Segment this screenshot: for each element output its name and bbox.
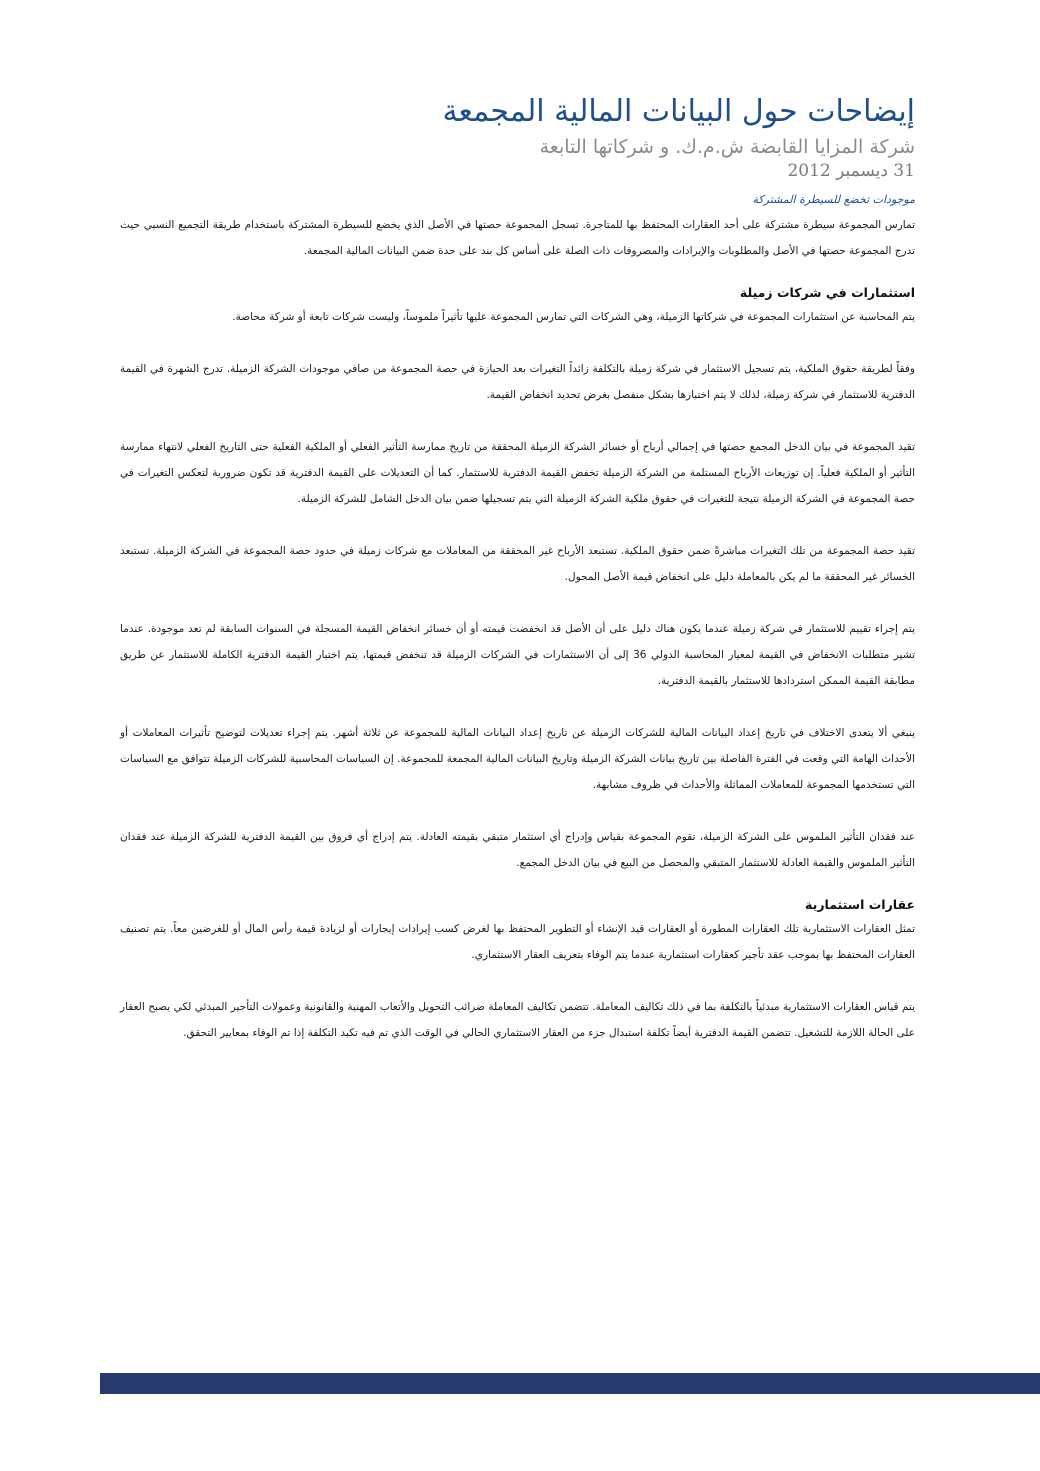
paragraph: وفقاً لطريقة حقوق الملكية، يتم تسجيل الاستثمار في شركة زميلة بالتكلفة زائداً التغيرات بعد الحيازة في حصة المجموعة من صافي موجودات الشركة الزميلة. تدرج الشهرة في القيمة الدفترية للاستثمار في شركة زميلة، لذلك لا يتم اختبارها بشكل منفصل بغرض تحديد انخفاض القيمة. [120,363,915,401]
paragraph: تقيد المجموعة في بيان الدخل المجمع حصتها في إجمالي أرباح أو خسائر الشركة الزميلة المحققة من تاريخ ممارسة التأثير الفعلي أو الملكية الفعلية حتى التاريخ الفعلي لانتهاء ممارسة التأثير أو الملكية فعلياً. إن توزيعات الأرباح المستلمة من الشركة الزميلة تخفض القيمة الدفترية للاستثمار. كما أن التعديلات على القيمة الدفترية قد تكون ضرورية لتعكس التغيرات في حصة المجموعة في الشركة الزميلة نتيجة للتغيرات في حقوق ملكية الشركة الزميلة التي يتم تسجيلها ضمن بيان الدخل الشامل للشركة الزميلة. [120,441,915,505]
paragraph: تقيد حصة المجموعة من تلك التغيرات مباشرةً ضمن حقوق الملكية. تستبعد الأرباح غير المحققة من المعاملات مع شركات زميلة في حدود حصة المجموعة في الشركة الزميلة. تستبعد الخسائر غير المحققة ما لم يكن بالمعاملة دليل على انخفاض قيمة الأصل المحول. [120,545,915,583]
section-heading-associates: استثمارات في شركات زميلة [739,285,915,300]
paragraph: يتم المحاسبة عن استثمارات المجموعة في شركاتها الزميلة، وهي الشركات التي تمارس المجموعة عليها تأثيراً ملموساً، وليست شركات تابعة أو شركة محاصة. [232,311,915,323]
page-title: إيضاحات حول البيانات المالية المجمعة [442,94,915,129]
paragraph: يتم إجراء تقييم للاستثمار في شركة زميلة عندما يكون هناك دليل على أن الأصل قد انخفضت قيمته أو أن خسائر انخفاض القيمة المسجلة في السنوات السابقة لم تعد موجودة. عندما تشير متطلبات الانخفاض في القيمة لمعيار المحاسبة الدولي 36 إلى أن الاستثمارات في الشركات الزميلة قد تنخفض قيمتها، يتم اختبار القيمة الدفترية الكاملة للاستثمار عن طريق مطابقة القيمة الممكن استردادها للاستثمار بالقيمة الدفترية. [120,623,915,687]
page-header [135,92,915,182]
section-subheading-joint-control: موجودات تخضع للسيطرة المشتركة [752,193,915,206]
paragraph: تمثل العقارات الاستثمارية تلك العقارات المطورة أو العقارات قيد الإنشاء أو التطوير المحتفظ بها لغرض كسب إيرادات إيجارات أو لزيادة قيمة رأس المال أو للغرضين معاً. يتم تصنيف العقارات المحتفظ بها بموجب عقد تأجير كعقارات استثمارية عندما يتم الوفاء بتعريف العقار الاستثماري. [120,923,915,961]
company-name: شركة المزايا القابضة ش.م.ك. و شركاتها التابعة [539,136,915,158]
section-heading-investment-property: عقارات استثمارية [805,897,915,912]
report-date: 31 ديسمبر 2012 [787,161,915,181]
paragraph: تمارس المجموعة سيطرة مشتركة على أحد العقارات المحتفظ بها للمتاجرة. تسجل المجموعة حصتها في الأصل الذي يخضع للسيطرة المشتركة باستخدام طريقة التجميع النسبي حيث تدرج المجموعة حصتها في الأصل والمطلوبات والإيرادات والمصروفات ذات الصلة على أساس كل بند على حدة ضمن البيانات المالية المجمعة. [120,219,915,257]
paragraph: عند فقدان التأثير الملموس على الشركة الزميلة، تقوم المجموعة بقياس وإدراج أي استثمار متبقي بقيمته العادلة. يتم إدراج أي فروق بين القيمة الدفترية للشركة الزميلة عند فقدان التأثير الملموس والقيمة العادلة للاستثمار المتبقي والمحصل من البيع في بيان الدخل المجمع. [120,831,915,869]
footer-bar [100,1373,1040,1394]
paragraph: يتم قياس العقارات الاستثمارية مبدئياً بالتكلفة بما في ذلك تكاليف المعاملة. تتضمن تكاليف المعاملة ضرائب التحويل والأتعاب المهنية والقانونية وعمولات التأجير المبدئي لكي يصبح العقار على الحالة اللازمة للتشغيل. تتضمن القيمة الدفترية أيضاً تكلفة استبدال جزء من العقار الاستثماري الحالي في الوقت الذي تم فيه تكبد التكلفة إذا تم الوفاء بمعايير التحقق. [120,1001,915,1039]
paragraph: ينبغي ألا يتعدى الاختلاف في تاريخ إعداد البيانات المالية للشركات الزميلة عن تاريخ إعداد البيانات المالية للمجموعة عن ثلاثة أشهر. يتم إجراء تعديلات لتوضيح تأثيرات المعاملات أو الأحداث الهامة التي وقعت في الفترة الفاصلة بين تاريخ بيانات الشركة الزميلة وتاريخ البيانات المالية المجمعة للمجموعة. إن السياسات المحاسبية للشركات الزميلة تتوافق مع السياسات التي تستخدمها المجموعة للمعاملات المماثلة والأحداث في ظروف مشابهة. [120,727,915,791]
document-body [120,192,915,1046]
